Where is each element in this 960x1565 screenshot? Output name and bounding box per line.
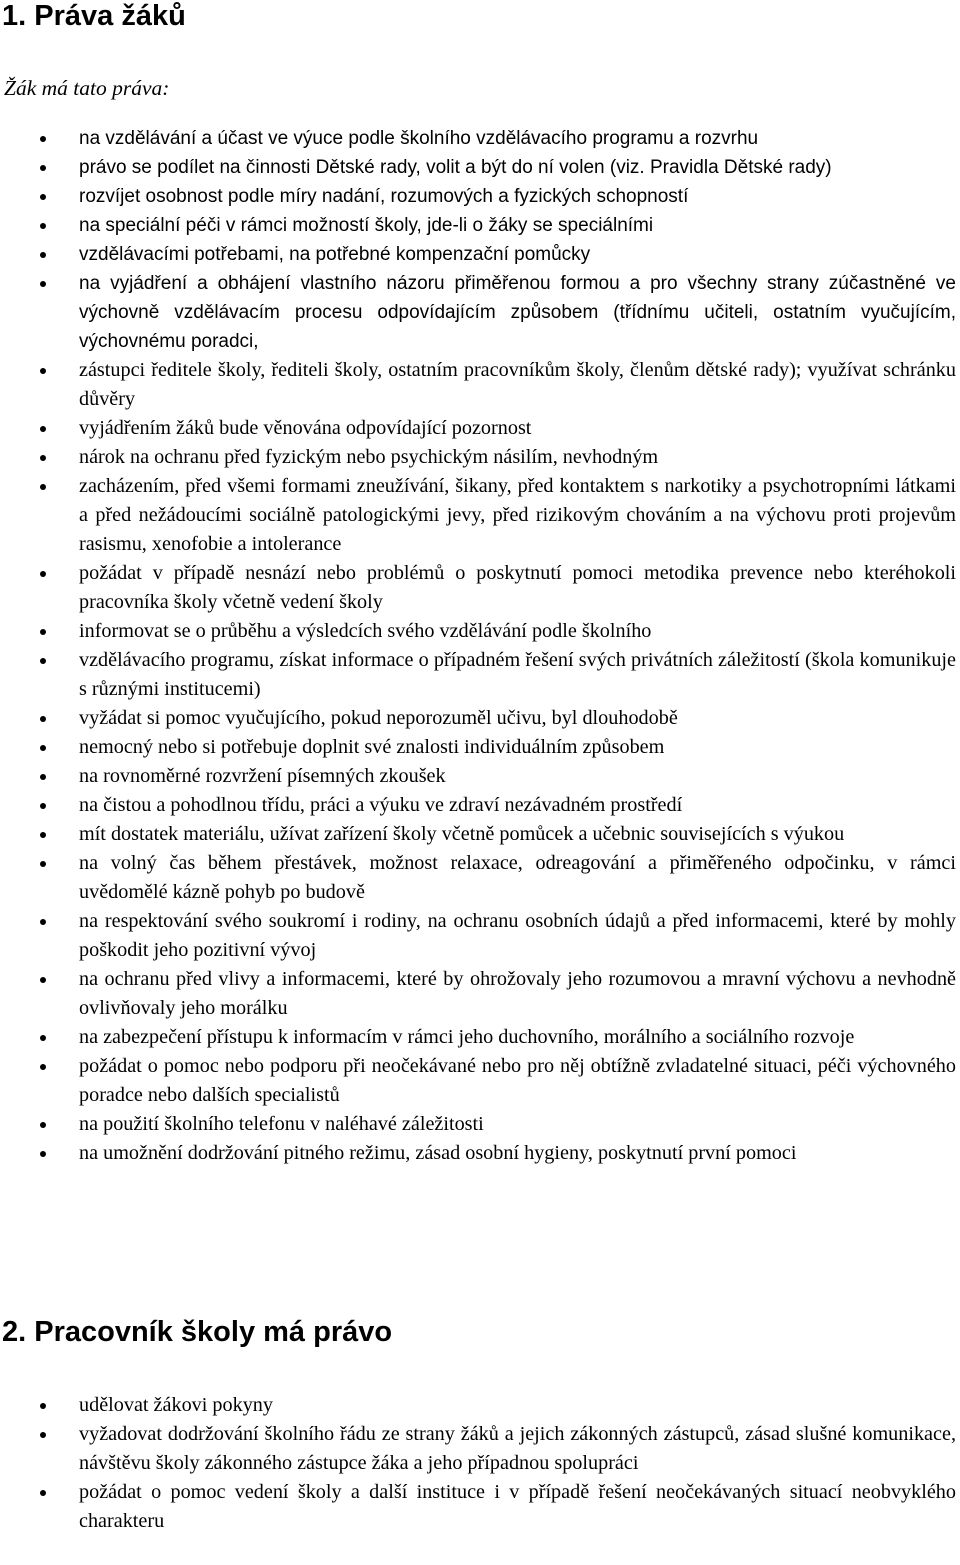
bullet-icon — [40, 977, 46, 983]
list-item: na čistou a pohodlnou třídu, práci a výuku ve zdraví nezávadném prostředí — [0, 791, 956, 820]
section-title-staff-rights: 2. Pracovník školy má právo — [2, 1316, 393, 1348]
list-item: na zabezpečení přístupu k informacím v rámci jeho duchovního, morálního a sociálního rozvoje — [0, 1023, 956, 1052]
list-item: mít dostatek materiálu, užívat zařízení školy včetně pomůcek a učebnic souvisejících s výukou — [0, 820, 956, 849]
bullet-icon — [40, 1432, 46, 1438]
list-item: vzdělávacími potřebami, na potřebné kompenzační pomůcky — [0, 240, 956, 269]
list-item: na speciální péči v rámci možností školy, jde-li o žáky se speciálními — [0, 211, 956, 240]
bullet-icon — [40, 223, 46, 229]
list-item: vzdělávacího programu, získat informace o případném řešení svých privátních záležitostí (škola komunikuje s různými institucemi) — [0, 646, 956, 704]
bullet-icon — [40, 368, 46, 374]
bullet-icon — [40, 194, 46, 200]
student-rights-list — [0, 124, 956, 1168]
list-item: vyžadovat dodržování školního řádu ze strany žáků a jejich zákonných zástupců, zásad slušné komunikace, návštěvu školy zákonného zástupce žáka a jeho případnou spolupráci — [0, 1420, 956, 1478]
list-item: vyjádřením žáků bude věnována odpovídající pozornost — [0, 414, 956, 443]
bullet-icon — [40, 774, 46, 780]
staff-rights-list — [0, 1391, 956, 1536]
bullet-icon — [40, 1035, 46, 1041]
bullet-icon — [40, 455, 46, 461]
list-item: informovat se o průběhu a výsledcích svého vzdělávání podle školního — [0, 617, 956, 646]
bullet-icon — [40, 716, 46, 722]
section-title-student-rights: 1. Práva žáků — [2, 0, 186, 32]
list-item: na vyjádření a obhájení vlastního názoru přiměřenou formou a pro všechny strany zúčastněné ve výchovně vzdělávacím procesu odpovídajícím způsobem (třídnímu učiteli, ostatním vyučujícím, výchovnému poradci, — [0, 269, 956, 356]
list-item: požádat o pomoc vedení školy a další instituce i v případě řešení neočekávaných situací neobvyklého charakteru — [0, 1478, 956, 1536]
bullet-icon — [40, 1151, 46, 1157]
list-item: na vzdělávání a účast ve výuce podle školního vzdělávacího programu a rozvrhu — [0, 124, 956, 153]
list-item: požádat o pomoc nebo podporu při neočekávané nebo pro něj obtížně zvladatelné situaci, péči výchovného poradce nebo dalších specialistů — [0, 1052, 956, 1110]
bullet-icon — [40, 1064, 46, 1070]
bullet-icon — [40, 803, 46, 809]
list-item: rozvíjet osobnost podle míry nadání, rozumových a fyzických schopností — [0, 182, 956, 211]
list-item: nemocný nebo si potřebuje doplnit své znalosti individuálním způsobem — [0, 733, 956, 762]
list-item: vyžádat si pomoc vyučujícího, pokud neporozuměl učivu, byl dlouhodobě — [0, 704, 956, 733]
bullet-icon — [40, 1122, 46, 1128]
bullet-icon — [40, 281, 46, 287]
bullet-icon — [40, 426, 46, 432]
list-item: požádat v případě nesnází nebo problémů o poskytnutí pomoci metodika prevence nebo kteréhokoli pracovníka školy včetně vedení školy — [0, 559, 956, 617]
list-item: na použití školního telefonu v naléhavé záležitosti — [0, 1110, 956, 1139]
list-item: zástupci ředitele školy, řediteli školy, ostatním pracovníkům školy, členům dětské rady); využívat schránku důvěry — [0, 356, 956, 414]
list-item: na rovnoměrné rozvržení písemných zkoušek — [0, 762, 956, 791]
bullet-icon — [40, 832, 46, 838]
bullet-icon — [40, 1490, 46, 1496]
list-item: udělovat žákovi pokyny — [0, 1391, 956, 1420]
bullet-icon — [40, 1403, 46, 1409]
bullet-icon — [40, 571, 46, 577]
bullet-icon — [40, 252, 46, 258]
list-item: na volný čas během přestávek, možnost relaxace, odreagování a přiměřeného odpočinku, v rámci uvědomělé kázně pohyb po budově — [0, 849, 956, 907]
list-item: nárok na ochranu před fyzickým nebo psychickým násilím, nevhodným — [0, 443, 956, 472]
section-subtitle: Žák má tato práva: — [4, 76, 170, 100]
list-item: právo se podílet na činnosti Dětské rady, volit a být do ní volen (viz. Pravidla Dětské rady) — [0, 153, 956, 182]
list-item: na ochranu před vlivy a informacemi, které by ohrožovaly jeho rozumovou a mravní výchovu a nevhodně ovlivňovaly jeho morálku — [0, 965, 956, 1023]
list-item: na respektování svého soukromí i rodiny, na ochranu osobních údajů a před informacemi, které by mohly poškodit jeho pozitivní vývoj — [0, 907, 956, 965]
bullet-icon — [40, 745, 46, 751]
bullet-icon — [40, 136, 46, 142]
bullet-icon — [40, 165, 46, 171]
list-item: na umožnění dodržování pitného režimu, zásad osobní hygieny, poskytnutí první pomoci — [0, 1139, 956, 1168]
list-item: zacházením, před všemi formami zneužívání, šikany, před kontaktem s narkotiky a psychotropními látkami a před nežádoucími sociálně patologickými jevy, před rizikovým chováním a na výchovu proti projevům rasismu, xenofobie a intolerance — [0, 472, 956, 559]
bullet-icon — [40, 658, 46, 664]
bullet-icon — [40, 629, 46, 635]
bullet-icon — [40, 919, 46, 925]
bullet-icon — [40, 484, 46, 490]
bullet-icon — [40, 861, 46, 867]
